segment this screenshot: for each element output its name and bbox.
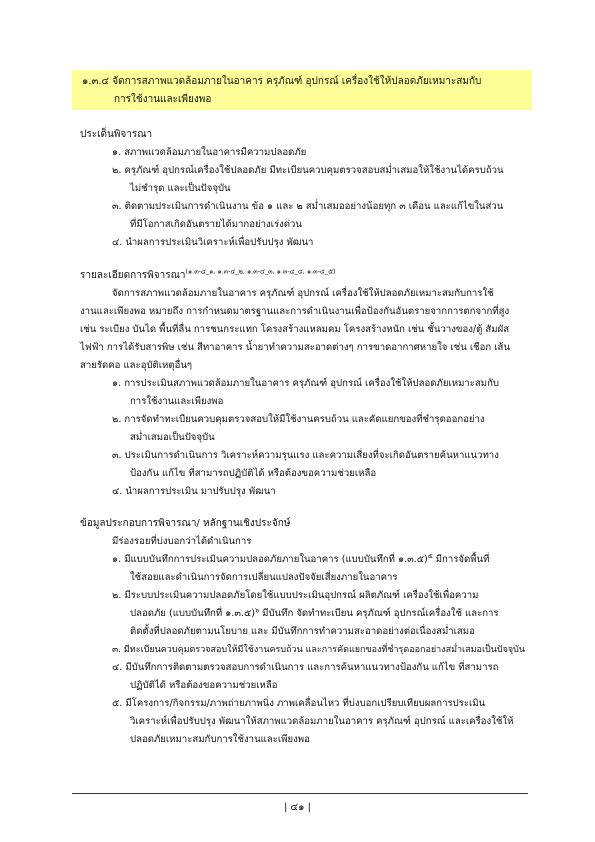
evidence-line: ๓. มีทะเบียนควบคุมตรวจสอบให้มีใช้งานครบถ้วน และการคัดแยกของที่ชำรุดออกอย่างสม่ำเสมอเป็นปัจจุบัน bbox=[112, 645, 526, 655]
consideration-line: ไม่ชำรุด และเป็นปัจจุบัน bbox=[130, 183, 231, 194]
evidence-intro: มีร่องรอยที่บ่งบอกว่าได้ดำเนินการ bbox=[112, 536, 252, 547]
evidence-line: วิเคราะห์เพื่อปรับปรุง พัฒนาให้สภาพแวดล้อมภายในอาคาร ครุภัณฑ์ อุปกรณ์ และเครื่องใช้ให้ bbox=[130, 716, 514, 727]
evidence-line-text: มีการจัดพื้นที่ bbox=[432, 554, 490, 565]
details-list-line: ๔. นำผลการประเมิน มาปรับปรุง พัฒนา bbox=[112, 486, 276, 497]
details-paragraph-line: งานและเพียงพอ หมายถึง การกำหนดมาตรฐานและการดำเนินงานเพื่อป้องกันอันตรายจากการตกจากที่สูง bbox=[80, 306, 510, 317]
evidence-line-text: ๑. มีแบบบันทึกการประเมินความปลอดภัยภายในอาคาร (แบบบันทึกที่ ๑.๓.๕) bbox=[112, 554, 428, 565]
evidence-heading: ข้อมูลประกอบการพิจารณา/ หลักฐานเชิงประจักษ์ bbox=[80, 518, 291, 529]
details-list-line: ป้องกัน แก้ไข ที่สามารถปฏิบัติได้ หรือต้องขอความช่วยเหลือ bbox=[130, 468, 377, 479]
details-list-line: สม่ำเสมอเป็นปัจจุบัน bbox=[130, 432, 215, 443]
details-list-line: การใช้งานและเพียงพอ bbox=[130, 396, 224, 407]
consideration-line: ๓. ติดตามประเมินการดำเนินงาน ข้อ ๑ และ ๒ สม่ำเสมออย่างน้อยทุก ๓ เดือน และแก้ไขในส่วน bbox=[112, 201, 504, 212]
consideration-line: ที่มีโอกาสเกิดอันตรายได้มากอย่างเร่งด่วน bbox=[130, 219, 302, 230]
evidence-line-text: ปลอดภัย (แบบบันทึกที่ ๑.๓.๕) bbox=[130, 608, 255, 619]
details-heading-refs: (๑.๓-๔_๑, ๑.๓-๔_๒, ๑.๓-๔_๓, ๑.๓-๔_๔, ๑.๓-๔_๕) bbox=[185, 267, 336, 276]
evidence-line: ปลอดภัยเหมาะสมกับการใช้งานและเพียงพอ bbox=[130, 734, 310, 745]
footer-rule bbox=[72, 793, 528, 794]
section-title-line-1: ๑.๓.๔ จัดการสภาพแวดล้อมภายในอาคาร ครุภัณฑ์ อุปกรณ์ เครื่องใช้ให้ปลอดภัยเหมาะสมกับ bbox=[82, 76, 482, 87]
evidence-line: ๔. มีบันทึกการติดตามตรวจสอบการดำเนินการ และการค้นหาแนวทางป้องกัน แก้ไข ที่สามารถ bbox=[112, 662, 499, 673]
page-number: | ๔๑ | bbox=[283, 802, 311, 813]
details-list-line: ๒. การจัดทำทะเบียนควบคุมตรวจสอบให้มีใช้งานครบถ้วน และคัดแยกของที่ชำรุดออกอย่าง bbox=[112, 414, 485, 425]
details-paragraph-line: จัดการสภาพแวดล้อมภายในอาคาร ครุภัณฑ์ อุปกรณ์ เครื่องใช้ให้ปลอดภัยเหมาะสมกับการใช้ bbox=[112, 288, 494, 299]
evidence-line bbox=[112, 551, 490, 566]
consideration-line: ๒. ครุภัณฑ์ อุปกรณ์เครื่องใช้ปลอดภัย มีทะเบียนควบคุมตรวจสอบสม่ำเสมอให้ใช้งานได้ครบถ้วน bbox=[112, 165, 504, 176]
considerations-heading: ประเด็นพิจารณา bbox=[80, 129, 153, 140]
evidence-line-text: มีบันทึก จัดทำทะเบียน ครุภัณฑ์ อุปกรณ์เครื่องใช้ และการ bbox=[259, 608, 499, 619]
details-paragraph-line: ไฟฟ้า การได้รับสารพิษ เช่น สีทาอาคาร น้ำยาทำความสะอาดต่างๆ การขาดอากาศหายใจ เช่น เชือก เส้น bbox=[80, 342, 510, 353]
evidence-line: ใช้สอยและดำเนินการจัดการเปลี่ยนแปลงปัจจัยเสี่ยงภายในอาคาร bbox=[130, 572, 398, 583]
evidence-line: ๕. มีโครงการ/กิจกรรม/ภาพถ่ายภาพนิ่ง ภาพเคลื่อนไหว ที่บ่งบอกเปรียบเทียบผลการประเมิน bbox=[112, 698, 486, 709]
details-heading bbox=[80, 267, 336, 282]
details-list-line: ๓. ประเมินการดำเนินการ วิเคราะห์ความรุนแรง และความเสี่ยงที่จะเกิดอันตรายค้นหาแนวทาง bbox=[112, 450, 499, 461]
section-title-line-2: การใช้งานและเพียงพอ bbox=[114, 94, 212, 105]
evidence-line: ปฏิบัติได้ หรือต้องขอความช่วยเหลือ bbox=[130, 680, 278, 691]
footnote-marker: ๖ bbox=[254, 605, 260, 614]
consideration-line: ๑. สภาพแวดล้อมภายในอาคารมีความปลอดภัย bbox=[112, 147, 307, 158]
details-paragraph-line: เช่น ระเบียง บันได พื้นที่ลื่น การชนกระแทก โครงสร้างแหลมคม โครงสร้างหนัก เช่น ชั้นวางของ/ตู้ สัมผัส bbox=[80, 324, 510, 335]
evidence-line: ติดตั้งที่ปลอดภัยตามนโยบาย และ มีบันทึกการทำความสะอาดอย่างต่อเนื่องสม่ำเสมอ bbox=[130, 626, 475, 637]
details-paragraph-line: สายรัดคอ และอุบัติเหตุอื่นๆ bbox=[80, 360, 193, 371]
footnote-marker: ๕ bbox=[427, 551, 433, 560]
details-list-line: ๑. การประเมินสภาพแวดล้อมภายในอาคาร ครุภัณฑ์ อุปกรณ์ เครื่องใช้ให้ปลอดภัยเหมาะสมกับ bbox=[112, 378, 500, 389]
consideration-line: ๔. นำผลการประเมินวิเคราะห์เพื่อปรับปรุง พัฒนา bbox=[112, 237, 314, 248]
evidence-line: ๒. มีระบบประเมินความปลอดภัยโดยใช้แบบประเมินอุปกรณ์ ผลิตภัณฑ์ เครื่องใช้เพื่อความ bbox=[112, 590, 479, 601]
evidence-line bbox=[130, 605, 499, 620]
details-heading-text: รายละเอียดการพิจารณา bbox=[80, 270, 186, 281]
